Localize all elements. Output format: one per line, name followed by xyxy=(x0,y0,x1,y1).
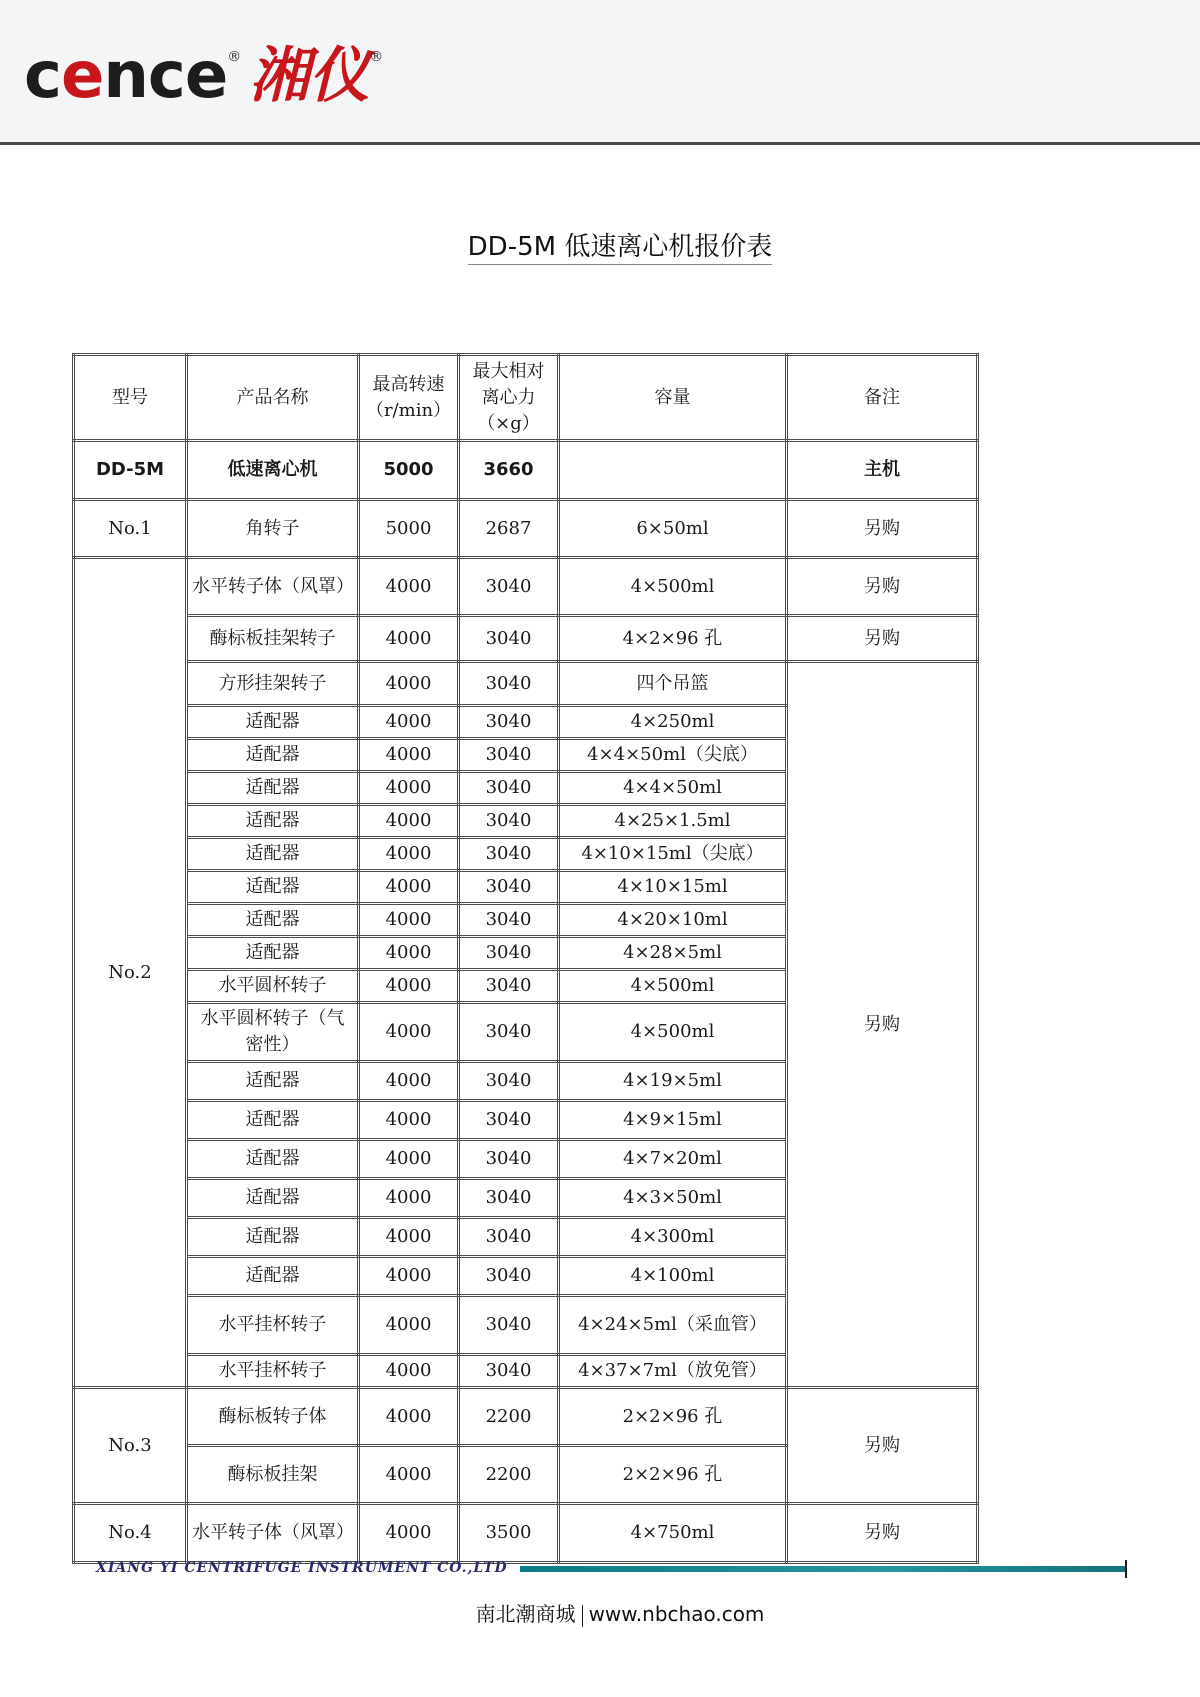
cell-speed: 4000 xyxy=(359,1446,459,1504)
cell-name: 酶标板挂架转子 xyxy=(187,616,359,662)
cell-speed: 4000 xyxy=(359,970,459,1003)
cell-note: 另购 xyxy=(787,662,978,1388)
cell-name: 水平挂杯转子 xyxy=(187,1296,359,1355)
cell-capacity: 2×2×96 孔 xyxy=(559,1446,787,1504)
logo-latin-wordmark: cence xyxy=(24,39,228,113)
cell-speed: 4000 xyxy=(359,1062,459,1101)
cell-rcf: 3040 xyxy=(459,662,559,706)
cell-rcf: 3040 xyxy=(459,904,559,937)
cell-speed: 5000 xyxy=(359,500,459,558)
cell-name: 水平转子体（风罩） xyxy=(187,558,359,616)
cell-name: 水平转子体（风罩） xyxy=(187,1504,359,1563)
cell-capacity: 4×750ml xyxy=(559,1504,787,1563)
cell-model: No.3 xyxy=(74,1388,187,1504)
cell-name: 适配器 xyxy=(187,904,359,937)
cell-capacity: 4×37×7ml（放免管） xyxy=(559,1355,787,1388)
cell-note: 另购 xyxy=(787,500,978,558)
cell-model: No.2 xyxy=(74,558,187,1388)
cell-name: 水平圆杯转子（气密性） xyxy=(187,1003,359,1062)
cell-rcf: 3040 xyxy=(459,1355,559,1388)
cell-speed: 4000 xyxy=(359,1140,459,1179)
cell-capacity: 4×10×15ml（尖底） xyxy=(559,838,787,871)
cell-rcf: 3040 xyxy=(459,805,559,838)
cell-capacity: 4×3×50ml xyxy=(559,1179,787,1218)
cell-rcf: 3040 xyxy=(459,838,559,871)
table-row xyxy=(74,500,978,558)
header-rcf: 最大相对离心力（×g） xyxy=(459,355,559,441)
cell-capacity: 4×28×5ml xyxy=(559,937,787,970)
table-row xyxy=(74,1504,978,1563)
cell-speed: 4000 xyxy=(359,937,459,970)
cell-rcf: 3040 xyxy=(459,1179,559,1218)
cell-note: 主机 xyxy=(787,441,978,500)
cell-speed: 4000 xyxy=(359,558,459,616)
cell-speed: 4000 xyxy=(359,1355,459,1388)
cell-rcf: 3040 xyxy=(459,1062,559,1101)
registered-mark: ® xyxy=(227,49,242,65)
cell-rcf: 2200 xyxy=(459,1388,559,1446)
cell-name: 低速离心机 xyxy=(187,441,359,500)
cell-model: DD-5M xyxy=(74,441,187,500)
cell-rcf: 3040 xyxy=(459,871,559,904)
cell-rcf: 2687 xyxy=(459,500,559,558)
cell-speed: 4000 xyxy=(359,706,459,739)
cell-capacity: 4×2×96 孔 xyxy=(559,616,787,662)
cell-capacity: 4×24×5ml（采血管） xyxy=(559,1296,787,1355)
cell-capacity: 4×4×50ml（尖底） xyxy=(559,739,787,772)
registered-mark-2: ® xyxy=(369,49,384,65)
cell-name: 方形挂架转子 xyxy=(187,662,359,706)
price-table xyxy=(72,353,979,1564)
cell-model: No.4 xyxy=(74,1504,187,1563)
table-row xyxy=(74,662,978,706)
cell-rcf: 3040 xyxy=(459,739,559,772)
cell-speed: 4000 xyxy=(359,1218,459,1257)
header-model: 型号 xyxy=(74,355,187,441)
cell-rcf: 3040 xyxy=(459,616,559,662)
cell-name: 适配器 xyxy=(187,772,359,805)
cell-speed: 4000 xyxy=(359,805,459,838)
cell-speed: 4000 xyxy=(359,739,459,772)
cell-speed: 5000 xyxy=(359,441,459,500)
table-header-row xyxy=(74,355,978,441)
cell-speed: 4000 xyxy=(359,1003,459,1062)
cell-name: 酶标板转子体 xyxy=(187,1388,359,1446)
cell-speed: 4000 xyxy=(359,616,459,662)
cell-name: 适配器 xyxy=(187,1257,359,1296)
cell-speed: 4000 xyxy=(359,838,459,871)
cell-name: 适配器 xyxy=(187,838,359,871)
cell-note: 另购 xyxy=(787,616,978,662)
cell-capacity: 4×100ml xyxy=(559,1257,787,1296)
cell-speed: 4000 xyxy=(359,1257,459,1296)
cell-name: 适配器 xyxy=(187,937,359,970)
cell-speed: 4000 xyxy=(359,871,459,904)
table-row xyxy=(74,558,978,616)
cell-speed: 4000 xyxy=(359,772,459,805)
header-note: 备注 xyxy=(787,355,978,441)
table-row xyxy=(74,616,978,662)
cell-rcf: 3040 xyxy=(459,970,559,1003)
cell-capacity: 4×500ml xyxy=(559,970,787,1003)
cell-name: 适配器 xyxy=(187,1179,359,1218)
cell-capacity: 四个吊篮 xyxy=(559,662,787,706)
cell-speed: 4000 xyxy=(359,1296,459,1355)
cell-name: 适配器 xyxy=(187,1218,359,1257)
footer-rule-end xyxy=(1125,1560,1127,1578)
cell-rcf: 3040 xyxy=(459,1296,559,1355)
cell-rcf: 3040 xyxy=(459,558,559,616)
cell-speed: 4000 xyxy=(359,1179,459,1218)
footer-rule xyxy=(520,1566,1126,1572)
cell-rcf: 3660 xyxy=(459,441,559,500)
cell-capacity: 4×4×50ml xyxy=(559,772,787,805)
cell-name: 适配器 xyxy=(187,1062,359,1101)
cell-name: 角转子 xyxy=(187,500,359,558)
cell-capacity: 4×250ml xyxy=(559,706,787,739)
cell-capacity xyxy=(559,441,787,500)
logo-chinese-wordmark: 湘仪 xyxy=(249,41,370,111)
cell-name: 适配器 xyxy=(187,706,359,739)
cell-name: 适配器 xyxy=(187,871,359,904)
cell-capacity: 4×25×1.5ml xyxy=(559,805,787,838)
cell-rcf: 2200 xyxy=(459,1446,559,1504)
cell-rcf: 3040 xyxy=(459,706,559,739)
cell-capacity: 2×2×96 孔 xyxy=(559,1388,787,1446)
cell-rcf: 3040 xyxy=(459,1218,559,1257)
cell-capacity: 4×19×5ml xyxy=(559,1062,787,1101)
cell-capacity: 4×9×15ml xyxy=(559,1101,787,1140)
cell-name: 酶标板挂架 xyxy=(187,1446,359,1504)
cell-rcf: 3040 xyxy=(459,772,559,805)
header-capacity: 容量 xyxy=(559,355,787,441)
cell-rcf: 3040 xyxy=(459,1140,559,1179)
cell-capacity: 4×7×20ml xyxy=(559,1140,787,1179)
cell-name: 水平挂杯转子 xyxy=(187,1355,359,1388)
cell-speed: 4000 xyxy=(359,662,459,706)
cell-name: 适配器 xyxy=(187,1140,359,1179)
cell-note: 另购 xyxy=(787,558,978,616)
document-title: DD-5M 低速离心机报价表 xyxy=(0,226,1200,263)
cell-capacity: 4×500ml xyxy=(559,1003,787,1062)
cence-logo xyxy=(24,36,383,116)
cell-name: 适配器 xyxy=(187,739,359,772)
cell-name: 适配器 xyxy=(187,1101,359,1140)
cell-capacity: 4×20×10ml xyxy=(559,904,787,937)
cell-speed: 4000 xyxy=(359,904,459,937)
cell-capacity: 4×300ml xyxy=(559,1218,787,1257)
cell-note: 另购 xyxy=(787,1504,978,1563)
price-table-body xyxy=(74,355,978,1563)
cell-speed: 4000 xyxy=(359,1388,459,1446)
table-row xyxy=(74,1388,978,1446)
site-credit xyxy=(0,1598,1200,1627)
cell-model: No.1 xyxy=(74,500,187,558)
cell-name: 适配器 xyxy=(187,805,359,838)
cell-rcf: 3040 xyxy=(459,1003,559,1062)
cell-capacity: 4×10×15ml xyxy=(559,871,787,904)
cell-rcf: 3040 xyxy=(459,1101,559,1140)
header-name: 产品名称 xyxy=(187,355,359,441)
site-url: www.nbchao.com xyxy=(588,1602,765,1626)
header-speed: 最高转速（r/min） xyxy=(359,355,459,441)
cell-rcf: 3500 xyxy=(459,1504,559,1563)
cell-capacity: 6×50ml xyxy=(559,500,787,558)
cell-note: 另购 xyxy=(787,1388,978,1504)
table-row xyxy=(74,441,978,500)
cell-speed: 4000 xyxy=(359,1504,459,1563)
cell-capacity: 4×500ml xyxy=(559,558,787,616)
cell-name: 水平圆杯转子 xyxy=(187,970,359,1003)
cell-rcf: 3040 xyxy=(459,937,559,970)
site-separator xyxy=(582,1605,583,1627)
company-name-footer: XIANG YI CENTRIFUGE INSTRUMENT CO.,LTD xyxy=(96,1560,508,1576)
cell-rcf: 3040 xyxy=(459,1257,559,1296)
site-name: 南北潮商城 xyxy=(475,1602,576,1626)
page-header xyxy=(0,0,1200,145)
cell-speed: 4000 xyxy=(359,1101,459,1140)
